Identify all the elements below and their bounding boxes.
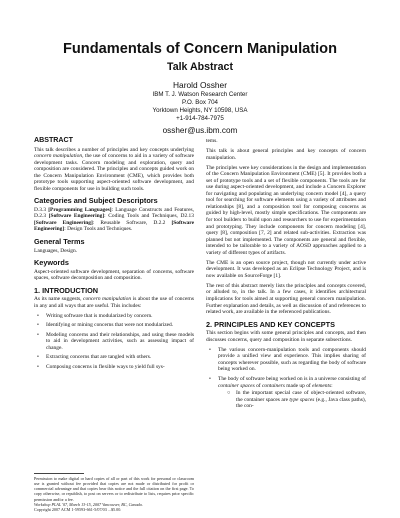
paper-header [0,40,400,136]
general-terms-heading: General Terms [34,237,85,247]
affiliation-line: Yorktown Heights, NY 10598, USA [152,106,248,114]
introduction-heading: 1. INTRODUCTION [34,285,99,295]
copyright-text: Copyright 2007 ACM 1-59593-661-5/07/03 ...$5.00. [34,506,122,512]
body-paragraph: The CME is an open source project, though not currently under active development. It was developed as an Eclipse Technology Project, and is now available on SourceForge [1]. [206,259,366,279]
body-paragraph: The rest of this abstract merely lists the principles and concepts covered, or alluded to, in the talk. In a few cases, it identifies architectural implications for tools aimed at supporting general concern manipulation. Further explanation and details, as well as discussion of and references to related work, are available in the referenced publications. [206,282,366,316]
body-paragraph: The principles were key considerations in the design and implementation of the Concern Manipulation Environment (CME) [5]. It provides both a set of prototype tools and a set of flexible components. The tools are for use during aspect-oriented development, and include a Concern Explorer for navigating and populating an underlying concern model [4], a query tool for searching for software elements using a variety of attributes and relationships [8], and a composition tool for composing concerns as guided by high-level, mostly simple specifications. The components are for tool builders to build upon and researchers to use for experimentation and prototyping. They include components for concern modeling [4], query [8], composition [7, 2] and related sub-activities. Extraction was planned but not implemented. The components are general and flexible, intended to be tailorable to a variety of AOSD approaches applied to a variety of different types of artifacts. [206,164,366,256]
list-item: • The body of software being worked on is in a universe consisting of container spaces of containers made up of elements: ○ In the important special case of object-oriented software, the container spaces are type spaces (e.g., Java class paths), the con- [209,375,366,410]
bullet-icon: • [37,312,39,319]
left-column [34,136,194,374]
sub-list [218,390,366,410]
venue-text: Workshop PLAL '07, March 13-15, 2007 Vancouver, BC, Canada. [34,501,143,507]
right-column [206,138,366,413]
bullet-icon: • [37,322,39,329]
introduction-paragraph: As its name suggests, concern manipulation is about the use of concerns in any and all ways that are useful. This includes: [34,296,195,309]
bullet-icon: • [37,364,39,371]
bullet-icon: • [37,354,39,361]
principles-list [206,347,366,410]
paper-subtitle: Talk Abstract [167,61,233,73]
body-paragraph: This talk is about general principles and key concepts of concern manipulation. [206,148,366,161]
categories-text: D.3.3 [Programming Languages]: Language Constructs and Features, D.2.3 [Software Engineering]: Coding Tools and Techniques, D2.13 [Software Engineering]: Reusable Software, D.2.2 [Software Engineering]: Design Tools and Techniques. [34,206,194,233]
list-item: • Writing software that is modularized by concern. [37,312,153,319]
circle-bullet-icon: ○ [227,390,231,397]
sub-list-item: ○ In the important special case of object-oriented software, the container spaces are type spaces (e.g., Java class paths), the con- [227,390,366,410]
list-item: • Extracting concerns that are tangled with others. [37,354,152,361]
keywords-text: Aspect-oriented software development, separation of concerns, software spaces, software decomposition and composition. [34,268,194,282]
general-terms-text: Languages, Design. [34,247,78,254]
abstract-paragraph: This talk describes a number of principles and key concepts underlying concern manipulation, the use of concerns to aid in a variety of software development tasks. Concern modeling and exploration, query and composition are considered. The principles and concepts guided work on the Concern Manipulation Environment (CME), which provides both prototype tools supporting aspect-oriented software development, and flexible components for use in building such tools. [34,146,195,192]
continued-text: tems. [206,138,218,144]
section2-heading: 2. PRINCIPLES AND KEY CONCEPTS [206,319,335,329]
list-item: • Composing concerns in flexible ways to yield full sys- [37,364,165,371]
author-email: ossher@us.ibm.com [162,125,238,135]
keywords-heading: Keywords [34,258,69,268]
author-name: Harold Ossher [173,80,227,90]
affiliation-line: IBM T. J. Watson Research Center [152,90,248,98]
permission-text: Permission to make digital or hard copies of all or part of this work for personal or classroom use is granted without fee provided that copies are not made or distributed for profit or commercial advantage and that copies bear this notice and the full citation on the first page. To copy otherwise, or republish, to post on servers or to redistribute to lists, requires prior specific permission and/or a fee. [34,476,194,502]
bullet-icon: • [209,346,211,353]
list-item: • Modeling concerns and their relationships, and using these models to aid in development activities, such as assessing impact of change. [37,331,194,351]
categories-heading: Categories and Subject Descriptors [34,196,158,206]
abstract-heading: ABSTRACT [34,136,74,144]
list-item: • The various concern-manipulation tools and components should provide a unified view and experience. This implies sharing of concepts wherever possible, such as regarding the body of software being worked on. [209,346,366,373]
footnote-rule [34,473,84,474]
bullet-icon: • [37,331,39,338]
introduction-list [34,313,194,371]
section2-intro: This section begins with some general principles and concepts, and then discusses concerns, query and composition in separate subsections. [206,330,366,343]
paper-title: Fundamentals of Concern Manipulation [62,41,338,57]
affiliation-line: P.O. Box 704 [181,98,218,106]
copyright-notice [34,473,194,512]
bullet-icon: • [209,375,211,382]
affiliation-line: +1-914-784-7975 [176,114,224,122]
list-item: • Identifying or mining concerns that were not modularized. [37,322,174,329]
